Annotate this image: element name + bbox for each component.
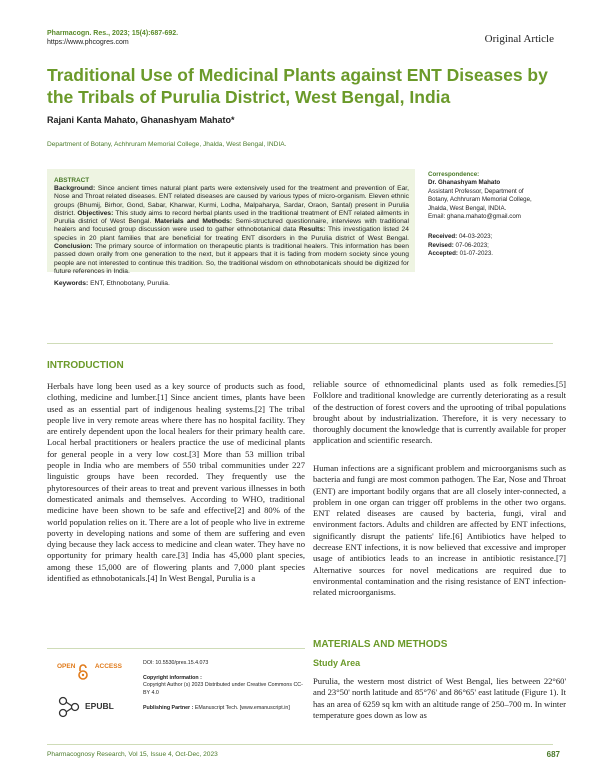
objectives-label: Objectives: [77, 209, 114, 217]
received-value: 04-03-2023; [458, 233, 493, 241]
license-text [143, 660, 308, 712]
correspondent-line3: Jhalda, West Bengal, INDIA. [428, 204, 507, 212]
intro-col2-p1: reliable source of ethnomedicinal plants used as folk remedies.[5] Folklore and traditional knowledge are currently deteriorating as a result of the destruction of forest covers and the uprooting of tribal populations brought about by industrialization. Therefore, it is very necessary to thoroughly document the knowledge that is currently available for proper application and scientific research. [313, 379, 566, 446]
conclusion-label: Conclusion: [54, 243, 93, 251]
journal-url[interactable]: https://www.phcogres.com [47, 39, 129, 46]
correspondent-name: Dr. Ghanashyam Mahato [428, 179, 501, 187]
accepted-date [428, 250, 568, 258]
received-label: Received: [428, 233, 458, 241]
access-word: ACCESS [94, 663, 122, 670]
epubl-logo-text: EPUBL [85, 701, 114, 711]
background-label: Background: [54, 185, 96, 192]
study-area-text: Purulia, the western most district of West Bengal, lies between 22°60' and 23°50' north latitude and 85°76' and 86°65' east latitude (Figure 1). It has an area of 6259 sq km with an altitude range of 250–700 m. In winter temperature goes down as low as [313, 676, 566, 720]
page-number: 687 [546, 750, 560, 759]
revised-date [428, 242, 568, 250]
intro-heading: INTRODUCTION [47, 360, 124, 371]
correspondent-email[interactable]: Email: ghana.mahato@gmail.com [428, 213, 521, 221]
methods-label: Materials and Methods: [154, 218, 233, 226]
conclusion-text: The primary source of information on therapeutic plants is traditional healers. This information has been passed down orally from one generation to the next, but it appears that it is fading from modern society since young people are not interested to continue this tradition. So, the traditional wisdom on ethnobotanicals should be digitized for future references in India. [54, 243, 409, 275]
correspondent-line2: Botany, Achhruram Memorial College, [428, 196, 532, 204]
results-text: This investigation listed 24 species in 20 plant families that are beneficial for treating ENT disorders in the Purulia district of West Bengal. [54, 226, 409, 242]
correspondence-heading: Correspondence: [428, 171, 480, 178]
affiliation: Department of Botany, Achhruram Memorial College, Jhalda, West Bengal, INDIA. [47, 141, 287, 148]
article-type: Original Article [484, 33, 554, 45]
author-list: Rajani Kanta Mahato, Ghanashyam Mahato* [47, 115, 235, 125]
received-date [428, 233, 568, 241]
abstract-heading: ABSTRACT [54, 177, 90, 184]
publishing-text: EManuscript Tech. [www.emanuscript.in] [194, 704, 290, 711]
revised-value: 07-06-2023; [455, 241, 489, 249]
open-access-lock-icon [76, 664, 90, 680]
study-area-heading: Study Area [313, 658, 361, 668]
epubl-logo-icon [57, 695, 83, 719]
copyright-text: Copyright Author (s) 2023 Distributed under Creative Commons CC-BY 4.0 [143, 682, 303, 696]
accepted-value: 01-07-2023. [459, 250, 494, 258]
methods-text: Semi-structured questionnaire, interviews with traditional healers and focused group discussion were used to gather ethnobotanical data [54, 218, 409, 234]
keywords-text: ENT, Ethnobotany, Purulia. [90, 280, 170, 288]
correspondence-box [428, 171, 568, 259]
journal-citation: Pharmacogn. Res., 2023; 15(4):687-692. [47, 30, 179, 37]
footer-citation: Pharmacognosy Research, Vol 15, Issue 4, Oct-Dec, 2023 [47, 751, 218, 758]
abstract-text [54, 185, 409, 289]
section-divider [47, 343, 553, 344]
article-title: Traditional Use of Medicinal Plants against ENT Diseases by the Tribals of Purulia District, West Bengal, India [47, 65, 548, 107]
methods-heading: MATERIALS AND METHODS [313, 639, 448, 650]
publishing-label: Publishing Partner : [143, 704, 194, 711]
background-text: Since ancient times natural plant parts were extensively used for the treatment and prevention of Ear, Nose and Throat related diseases. ENT related diseases are caused by various types of micro-organism. Eleven ethnic groups (Bhumij, Birhor, Gond, Sabar, Kharwar, Kurmi, Lodha, Malpaharya, Sardar, Oraon, Santal) present in Purulia district. [54, 185, 410, 217]
keywords [54, 280, 409, 288]
correspondent-line1: Assistant Professor, Department of [428, 187, 524, 195]
copyright-label: Copyright information : [143, 675, 202, 682]
open-word: OPEN [57, 663, 76, 670]
objectives-text: This study aims to record herbal plants used in the traditional treatment of ENT related ailments in Purulia district of West Bengal. [54, 209, 409, 226]
footer-divider [47, 744, 553, 745]
intro-col1: Herbals have long been used as a key source of products such as food, clothing, medicine and lumber.[1] Since ancient times, plants have been used as an essential part of indigenous healing systems.[2] The tribal people live in very remote areas where there has no hospital facility. They are entirely dependent upon the local healers for their primary health care. Local herbal practitioners or healers practice the use of medicinal plants for general people in a very low cost.[3] More than 53 million tribal people in India who are members of 550 tribal communities under 227 linguistic groups have been recorded. They frequently use the phytoresources of their areas to treat and prevent various illnesses in both domesticated animals and themselves. According to WHO, traditional medicine have been shown to be safe and effective[2] and 80% of the world population relies on it. There are a lot of people who live in extreme poverty in developing nations and some of them are suffering and even dying because they lack access to medicine and clean water. They have no opportunity for primary health care.[3] India has 45,000 plant species, among these 15,000 are of flowering plants and 7,000 plant species identified as ethnobotanicals.[4] In West Bengal, Purulia is a [47, 381, 305, 584]
keywords-label: Keywords: [54, 280, 89, 288]
intro-col2-p2: Human infections are a significant problem and microorganisms such as bacteria and fungi are most common pathogen. The Ear, Nose and Throat (ENT) are important bodily organs that are all closely inter-connected, a problem in one organ can trigger off problems in the other two organs. ENT related diseases are caused by bacteria, fungi, viral and environment factors. Adults and children are affected by ENT infections, significantly disrupt the patients' life.[6] Antibiotics have helped to decrease ENT infections, it is now believed that excessive and improper usage of antibiotics leads to an increase in antibiotic resistance.[7] Alternative sources for novel medications are required due to environmental contamination and the rising resistance of ENT infection-related microorganisms. [313, 463, 566, 598]
journal-header [47, 29, 178, 47]
revised-label: Revised: [428, 241, 454, 249]
results-label: Results: [298, 226, 326, 234]
doi[interactable]: DOI: 10.5530/pres.15.4.073 [143, 660, 209, 666]
accepted-label: Accepted: [428, 250, 458, 258]
